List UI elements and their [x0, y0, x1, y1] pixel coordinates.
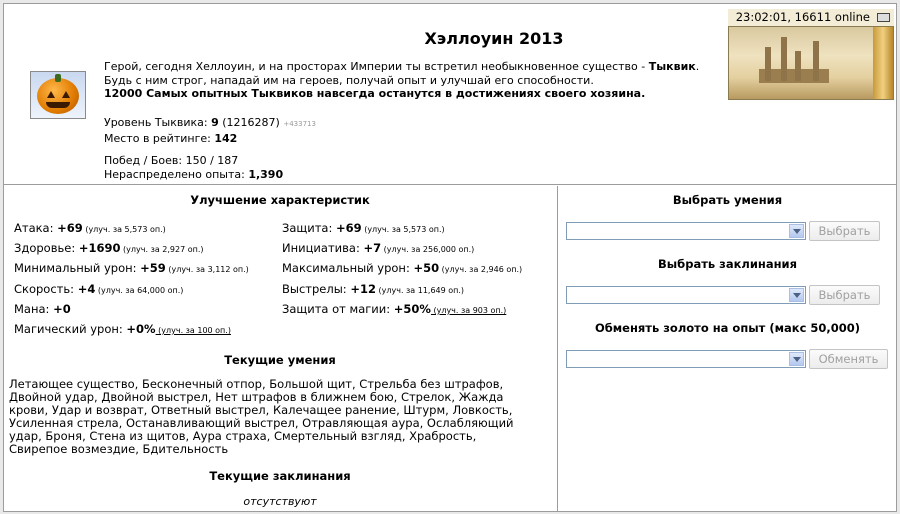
- free-exp-value: 1,390: [248, 167, 284, 181]
- stat-label: Скорость:: [14, 281, 78, 296]
- upgrade-cost: (улуч. за 5,573 оп.): [82, 225, 166, 234]
- skill-select[interactable]: [566, 222, 806, 240]
- stat-row: [282, 282, 464, 296]
- stat-row: [14, 322, 231, 336]
- choose-spell-button[interactable]: Выбрать: [809, 285, 880, 305]
- upgrade-cost: (улуч. за 64,000 оп.): [95, 285, 184, 295]
- stat-value: +69: [336, 221, 362, 235]
- page-title: Хэллоуин 2013: [424, 29, 564, 48]
- spells-title: Текущие заклинания: [209, 469, 351, 483]
- battle-stats: Побед / Боев: 150 / 187 Нераспределено опыта: 1,390: [104, 154, 284, 181]
- mail-icon[interactable]: [877, 13, 890, 22]
- choose-skill-title: Выбрать умения: [672, 193, 783, 207]
- choose-spell-title: Выбрать заклинания: [658, 257, 797, 271]
- stat-value: +59: [140, 261, 166, 276]
- rank-value: 142: [214, 131, 238, 145]
- stat-value: +50%: [393, 301, 431, 316]
- server-clock: 23:02:01, 16611 online: [728, 9, 894, 26]
- castle-banner-image: [728, 26, 894, 100]
- event-description: Герой, сегодня Хеллоуин, и на просторах Империи ты встретил необыкновенное существо - Тыквик. Будь с ним строг, нападай им на героев, получай опыт и улучшай его способности. 12000 Самых опытных Тыквиков навсегда останутся в достижениях своего хозяина.: [104, 60, 700, 100]
- upgrade-link[interactable]: (улуч. за 903 оп.): [430, 305, 507, 315]
- upgrade-cost: (улуч. за 256,000 оп.): [381, 245, 475, 255]
- stat-row: [282, 261, 522, 275]
- skills-list: Летающее существо, Бесконечный отпор, Большой щит, Стрельба без штрафов, Двойной удар, Двойной выстрел, Нет штрафов в ближнем бою, Стрелок, Жажда крови, Удар и возврат, Ответный выстрел, Калечащее ранение, Штурм, Ловкость, Усиленная стрела, Останавливающий выстрел, Отравляющая аура, Ослабляющий удар, Броня, Стена из щитов, Аура страха, Смертельный взгляд, Храбрость, Свирепое возмездие, Бдительность: [9, 377, 514, 456]
- upgrade-cost: (улуч. за 11,649 оп.): [375, 285, 465, 295]
- stat-label: Выстрелы:: [282, 281, 351, 296]
- stat-value: +4: [77, 281, 96, 296]
- upgrades-title: Улучшение характеристик: [190, 193, 370, 207]
- stat-label: Максимальный урон:: [282, 261, 414, 276]
- upgrade-cost: (улуч. за 5,573 оп.): [361, 225, 445, 234]
- upgrade-link[interactable]: (улуч. за 100 оп.): [155, 326, 231, 335]
- level-value: 9: [211, 116, 219, 129]
- upgrade-cost: (улуч. за 3,112 оп.): [165, 265, 249, 275]
- stat-value: +7: [363, 241, 382, 256]
- skills-title: Текущие умения: [224, 353, 336, 367]
- choose-skill-button[interactable]: Выбрать: [809, 221, 880, 241]
- creature-stats: Уровень Тыквика: 9 (1216287) +433713 Место в рейтинге: 142: [104, 116, 316, 145]
- chevron-down-icon[interactable]: [789, 224, 804, 238]
- stat-label: Минимальный урон:: [14, 261, 141, 276]
- actions-panel: [557, 186, 896, 511]
- stat-row: [282, 221, 445, 235]
- spell-select[interactable]: [566, 286, 806, 304]
- creature-name: Тыквик: [648, 60, 696, 73]
- stat-value: +69: [57, 221, 83, 235]
- stat-value: +1690: [78, 241, 121, 256]
- exchange-button[interactable]: Обменять: [809, 349, 888, 369]
- chevron-down-icon[interactable]: [789, 288, 804, 302]
- stat-value: +0%: [126, 322, 156, 336]
- stat-label: Магический урон:: [14, 322, 127, 336]
- upgrades-panel: [4, 186, 556, 511]
- stat-value: +0: [53, 301, 71, 316]
- stat-label: Здоровье:: [14, 241, 79, 256]
- stat-label: Инициатива:: [282, 241, 364, 256]
- stat-value: +50: [413, 261, 440, 276]
- stat-value: +12: [350, 281, 376, 296]
- stat-label: Защита от магии:: [282, 301, 394, 316]
- chevron-down-icon[interactable]: [789, 352, 804, 366]
- gold-select[interactable]: [566, 350, 806, 368]
- stat-label: Атака:: [14, 221, 58, 235]
- pumpkin-icon: [30, 71, 86, 119]
- exchange-gold-title: Обменять золото на опыт (макс 50,000): [594, 321, 861, 335]
- stat-row: [282, 241, 474, 255]
- stat-label: Защита:: [282, 221, 337, 235]
- stat-label: Мана:: [14, 301, 54, 316]
- upgrade-cost: (улуч. за 2,946 оп.): [439, 265, 523, 275]
- stat-row: [14, 221, 166, 235]
- level-delta: +433713: [283, 120, 316, 128]
- upgrade-cost: (улуч. за 2,927 оп.): [120, 245, 204, 255]
- page-frame: [3, 3, 897, 512]
- stat-row: [14, 282, 183, 296]
- stat-row: [14, 241, 204, 255]
- stat-row: [14, 261, 249, 275]
- stat-row: [14, 302, 71, 316]
- stat-row: [282, 302, 506, 316]
- spells-none: отсутствуют: [243, 495, 317, 508]
- header-panel: [4, 4, 896, 185]
